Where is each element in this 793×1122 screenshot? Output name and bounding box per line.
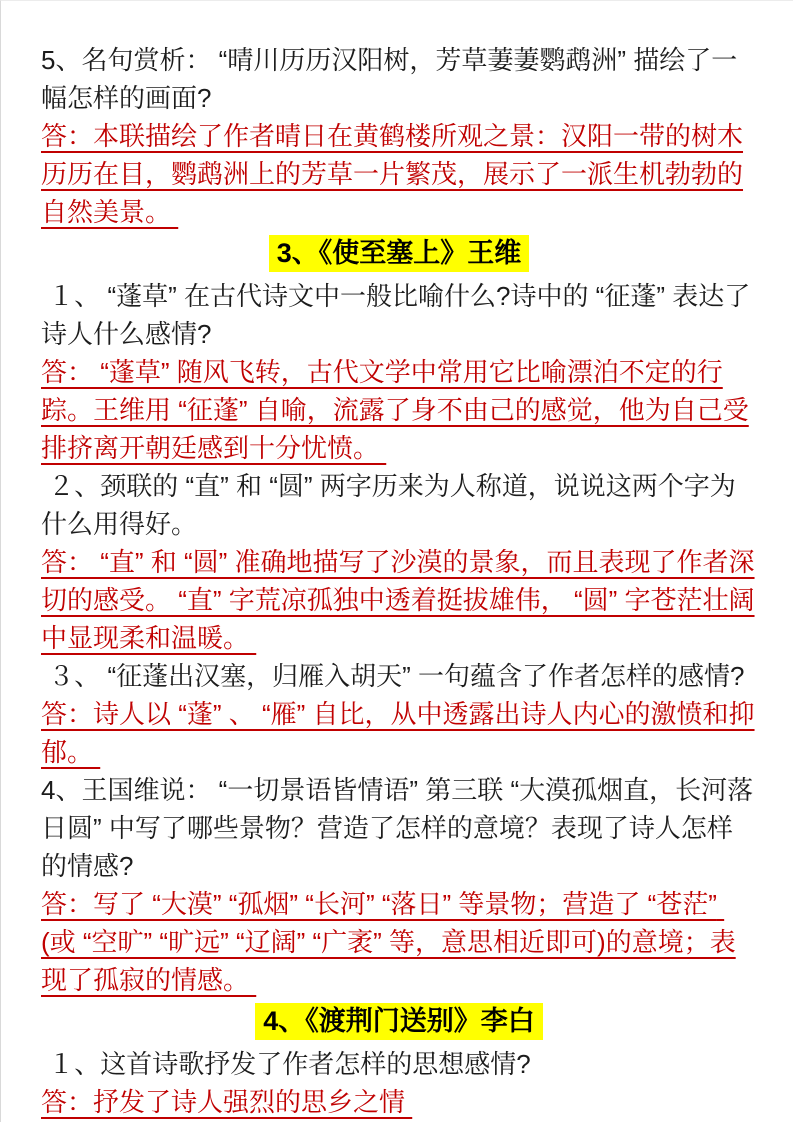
- question-huanghelou-5: 5、名句赏析： “晴川历历汉阳树，芳草萋萋鹦鹉洲” 描绘了一幅怎样的画面?: [41, 45, 738, 113]
- question-saishang-1: １、 “蓬草” 在古代诗文中一般比喻什么?诗中的 “征蓬” 表达了诗人什么感情?: [41, 281, 751, 349]
- question-saishang-4: 4、王国维说： “一切景语皆情语” 第三联 “大漠孤烟直，长河落日圆” 中写了哪些景物？营造了怎样的意境？表现了诗人怎样的情感?: [41, 775, 754, 881]
- section-heading-shizhisaishang: [41, 234, 757, 272]
- question-saishang-2: ２、颈联的 “直” 和 “圆” 两字历来为人称道，说说这两个字为什么用得好。: [41, 471, 736, 539]
- section-heading-dujingmen: [41, 1002, 757, 1040]
- answer-huanghelou-5: 答：本联描绘了作者晴日在黄鹤楼所观之景：汉阳一带的树木历历在目，鹦鹉洲上的芳草一片繁茂，展示了一派生机勃勃的自然美景。: [41, 121, 744, 227]
- answer-saishang-3: 答：诗人以 “蓬” 、 “雁” 自比，从中透露出诗人内心的激愤和抑郁。: [41, 699, 755, 767]
- question-dujingmen-1: １、这首诗歌抒发了作者怎样的思想感情?: [41, 1049, 531, 1079]
- section-heading-highlight: 3、《使至塞上》王维: [269, 235, 530, 272]
- answer-saishang-1: 答： “蓬草” 随风飞转，古代文学中常用它比喻漂泊不定的行踪。王维用 “征蓬” 自喻，流露了身不由己的感觉，他为自己受排挤离开朝廷感到十分忧愤。: [41, 357, 749, 463]
- answer-dujingmen-1: 答：抒发了诗人强烈的思乡之情: [41, 1087, 413, 1117]
- section-heading-highlight: 4、《渡荆门送别》李白: [255, 1003, 543, 1040]
- question-saishang-3: ３、 “征蓬出汉塞，归雁入胡天” 一句蕴含了作者怎样的感情?: [41, 661, 745, 691]
- answer-saishang-2: 答： “直” 和 “圆” 准确地描写了沙漠的景象，而且表现了作者深切的感受。 “直” 字荒凉孤独中透着挺拔雄伟， “圆” 字苍茫壮阔中显现柔和温暖。: [41, 547, 755, 653]
- answer-saishang-4: 答：写了 “大漠” “孤烟” “长河” “落日” 等景物；营造了 “苍茫” (或 “空旷” “旷远” “辽阔” “广袤” 等，意思相近即可)的意境；表现了孤寂的情感。: [41, 889, 736, 995]
